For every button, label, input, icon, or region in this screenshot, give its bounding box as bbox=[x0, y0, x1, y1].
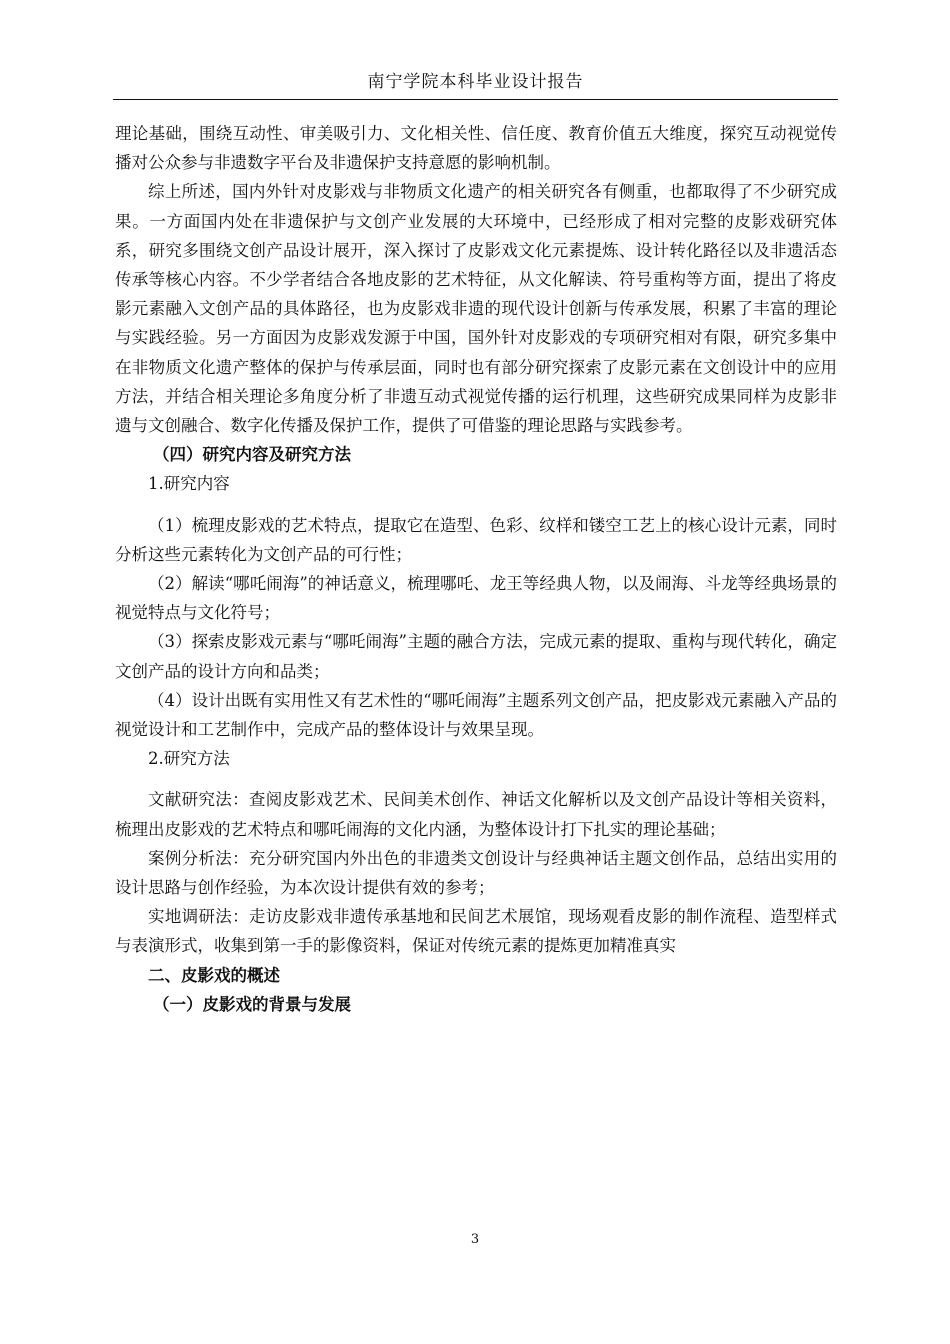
page-header: 南宁学院本科毕业设计报告 bbox=[367, 72, 584, 92]
paragraph-continuation: 理论基础，围绕互动性、审美吸引力、文化相关性、信任度、教育价值五大维度，探究互动视觉传播对公众参与非遗数字平台及非遗保护支持意愿的影响机制。 bbox=[115, 124, 837, 173]
method-case-analysis: 案例分析法：充分研究国内外出色的非遗类文创设计与经典神话主题文创作品，总结出实用的设计思路与创作经验，为本次设计提供有效的参考； bbox=[115, 848, 837, 898]
chapter-subheading: （一）皮影戏的背景与发展 bbox=[153, 994, 351, 1014]
research-item-4: （4）设计出既有实用性又有艺术性的“哪吒闹海”主题系列文创产品，把皮影戏元素融入产品的视觉设计和工艺制作中，完成产品的整体设计与效果呈现。 bbox=[115, 690, 837, 740]
chapter-heading: 二、皮影戏的概述 bbox=[148, 965, 280, 985]
page-number: 3 bbox=[470, 1232, 480, 1247]
section-heading-research: （四）研究内容及研究方法 bbox=[153, 445, 351, 465]
header-rule bbox=[113, 99, 838, 100]
method-literature: 文献研究法：查阅皮影戏艺术、民间美术创作、神话文化解析以及文创产品设计等相关资料，梳理出皮影戏的艺术特点和哪吒闹海的文化内涵，为整体设计打下扎实的理论基础； bbox=[115, 790, 837, 839]
research-item-1: （1）梳理皮影戏的艺术特点，提取它在造型、色彩、纹样和镂空工艺上的核心设计元素，同时分析这些元素转化为文创产品的可行性； bbox=[115, 515, 837, 564]
method-field-research: 实地调研法：走访皮影戏非遗传承基地和民间艺术展馆，现场观看皮影的制作流程、造型样式与表演形式，收集到第一手的影像资料，保证对传统元素的提炼更加精准真实 bbox=[115, 907, 837, 956]
research-item-2: （2）解读“哪吒闹海”的神话意义，梳理哪吒、龙王等经典人物，以及闹海、斗龙等经典场景的视觉特点与文化符号； bbox=[115, 574, 837, 623]
research-item-3: （3）探索皮影戏元素与“哪吒闹海”主题的融合方法，完成元素的提取、重构与现代转化，确定文创产品的设计方向和品类； bbox=[115, 632, 837, 681]
paragraph-summary: 综上所述，国内外针对皮影戏与非物质文化遗产的相关研究各有侧重，也都取得了不少研究成果。一方面国内处在非遗保护与文创产业发展的大环境中，已经形成了相对完整的皮影戏研究体系，研究多围绕文创产品设计展开，深入探讨了皮影戏文化元素提炼、设计转化路径以及非遗活态传承等核心内容。不少学者结合各地皮影的艺术特征，从文化解读、符号重构等方面，提出了将皮影元素融入文创产品的具体路径，也为皮影戏非遗的现代设计创新与传承发展，积累了丰富的理论与实践经验。另一方面因为皮影戏发源于中国，国外针对皮影戏的专项研究相对有限，研究多集中在非物质文化遗产整体的保护与传承层面，同时也有部分研究探索了皮影元素在文创设计中的应用方法，并结合相关理论多角度分析了非遗互动式视觉传播的运行机理，这些研究成果同样为皮影非遗与文创融合、数字化传播及保护工作，提供了可借鉴的理论思路与实践参考。 bbox=[115, 182, 837, 436]
document-body bbox=[115, 119, 837, 1019]
subheading-research-content: 1.研究内容 bbox=[148, 474, 230, 494]
subheading-research-methods: 2.研究方法 bbox=[148, 749, 230, 769]
